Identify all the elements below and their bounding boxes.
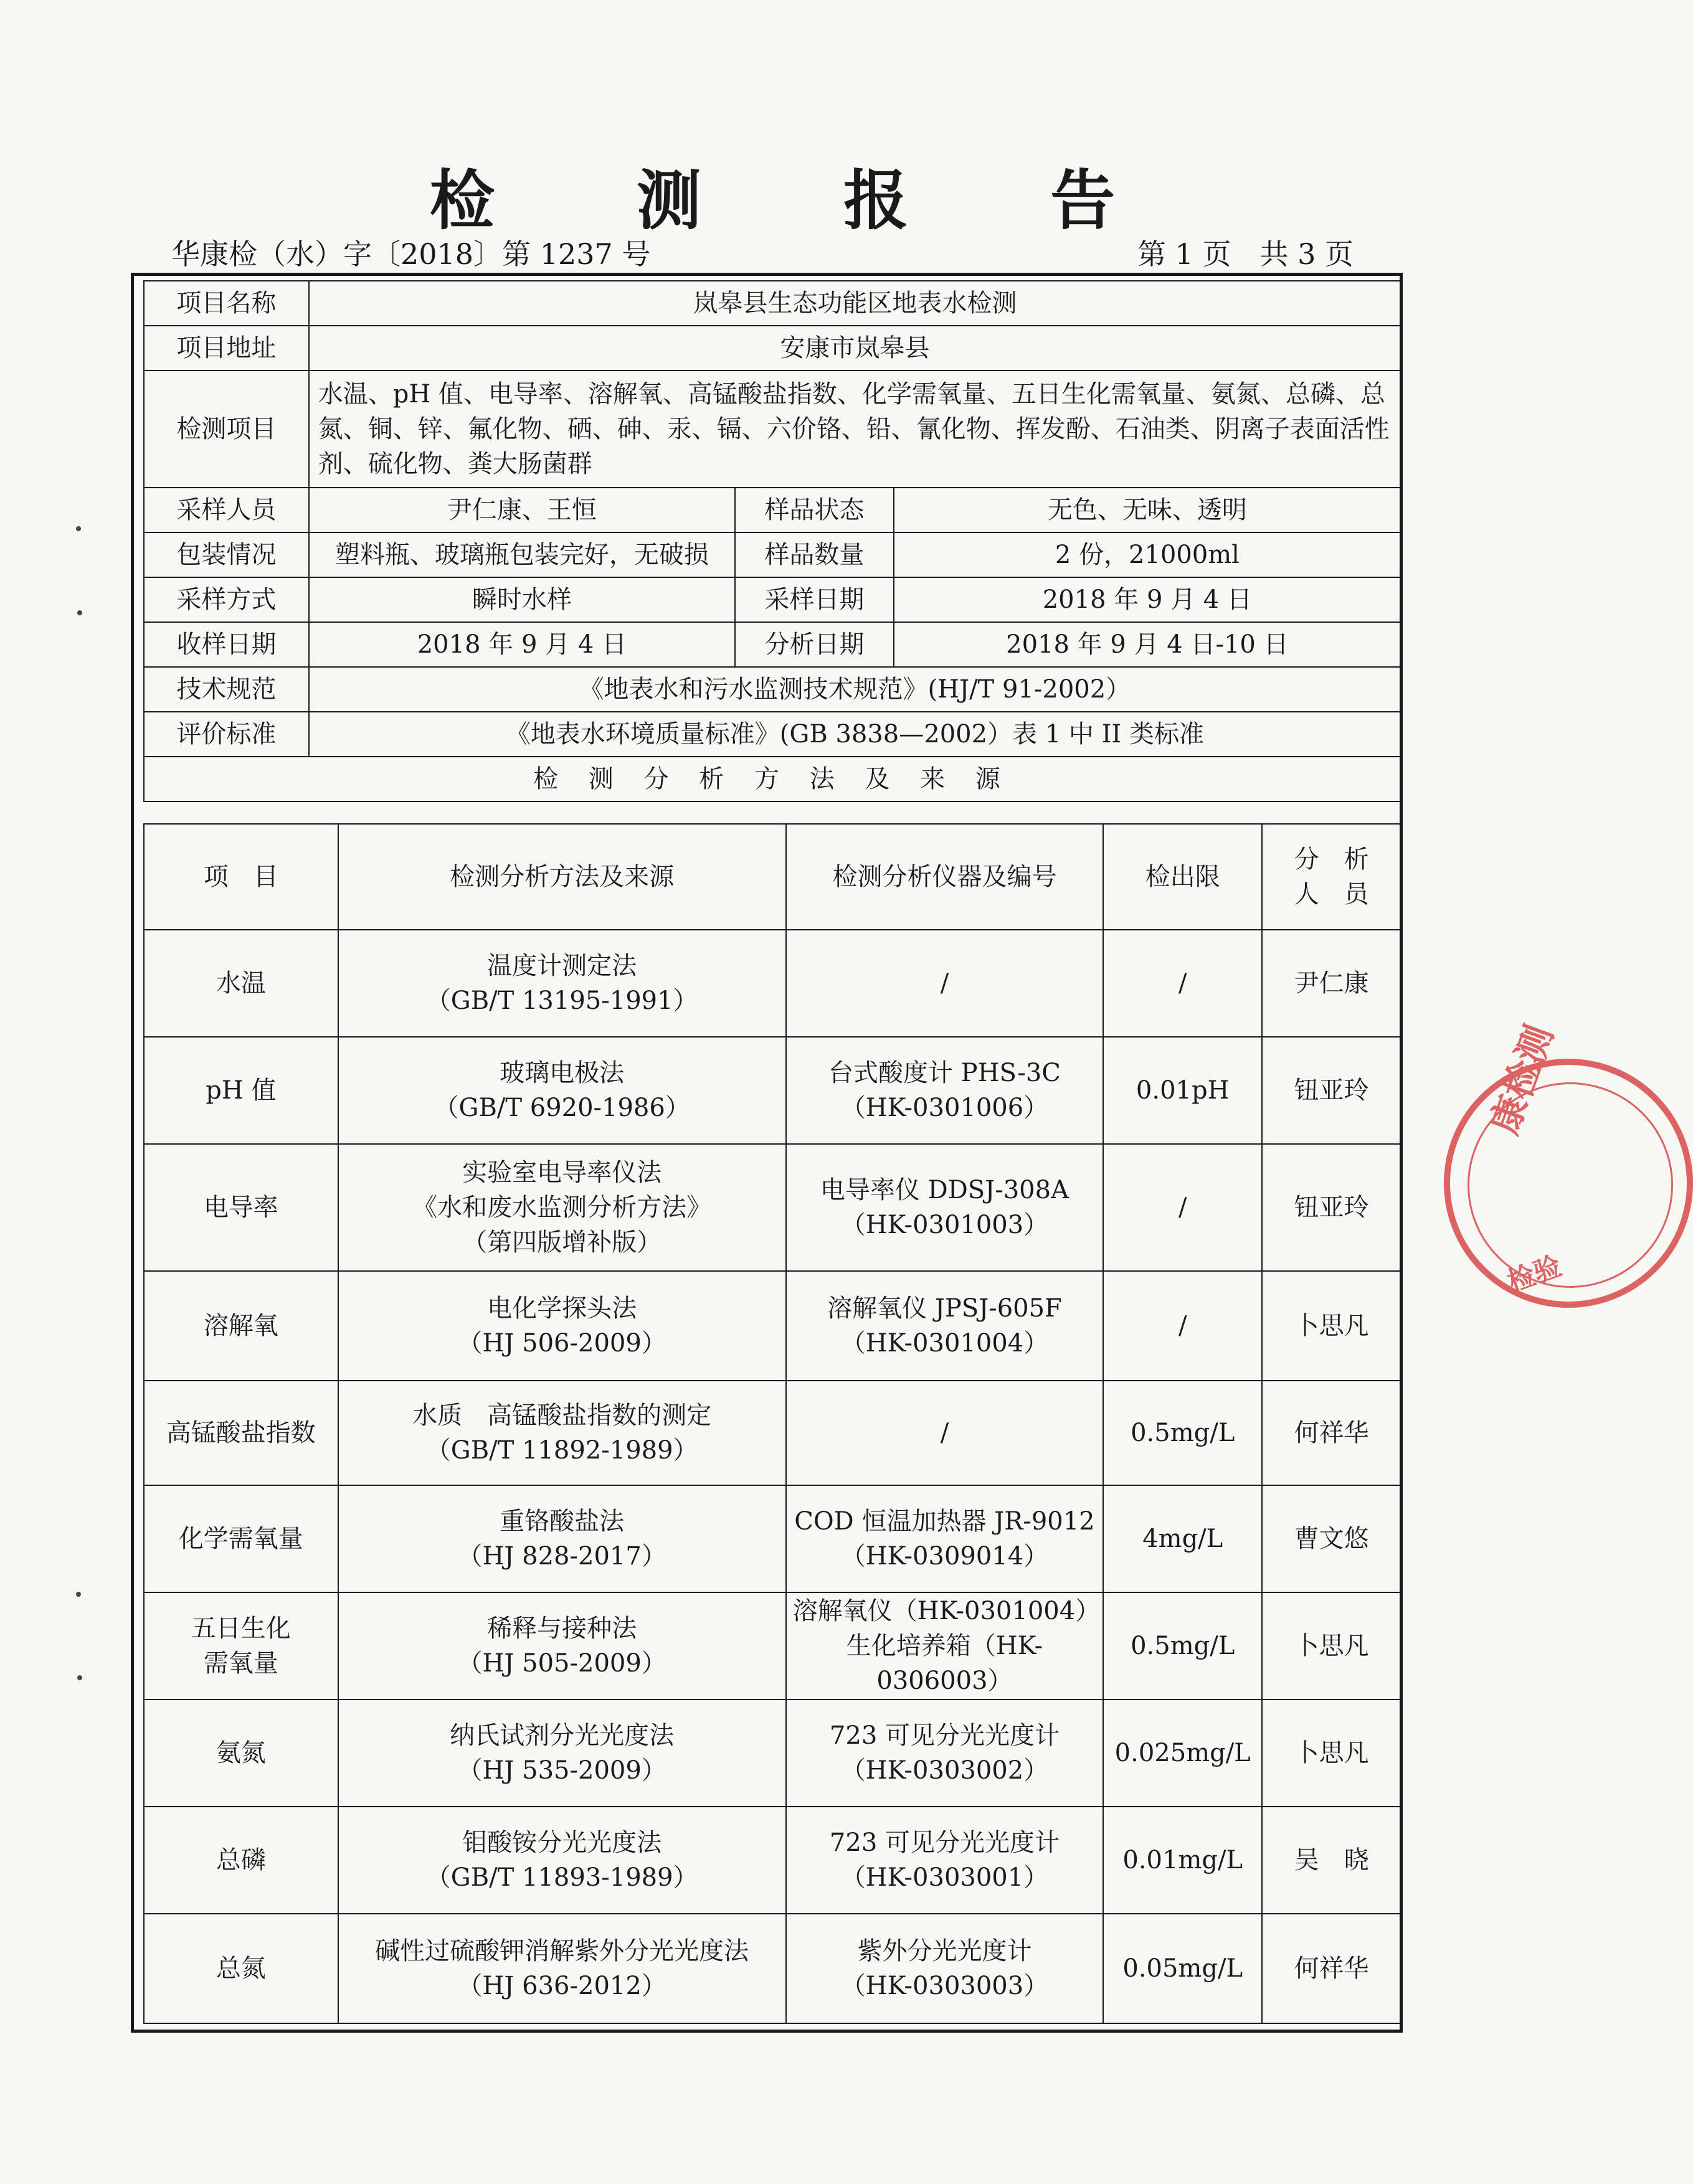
item-cell-line: 化学需氧量	[178, 1525, 303, 1553]
item-cell	[144, 1037, 338, 1144]
scan-speck	[77, 610, 82, 615]
header-analyst-line: 分 析	[1294, 845, 1369, 874]
limit-cell: /	[1103, 1271, 1262, 1381]
limit-cell: 0.01mg/L	[1103, 1807, 1262, 1914]
instrument-cell	[786, 1699, 1104, 1807]
scan-speck	[77, 1675, 82, 1680]
instrument-cell	[786, 1271, 1104, 1381]
seal-text: 康检测	[1482, 1019, 1562, 1140]
analyst-cell: 钮亚玲	[1262, 1144, 1401, 1271]
method-cell	[338, 1485, 786, 1592]
tech-spec-value: 《地表水和污水监测技术规范》(HJ/T 91-2002）	[309, 667, 1401, 712]
header-item: 项 目	[144, 824, 338, 930]
method-cell-line: （HJ 828-2017）	[457, 1542, 666, 1571]
analyst-cell: 卜思凡	[1262, 1271, 1401, 1381]
item-cell	[144, 1914, 338, 2023]
sampling-date-label: 采样日期	[735, 577, 894, 622]
method-cell	[338, 930, 786, 1037]
method-cell-line: （GB/T 11893-1989）	[425, 1863, 698, 1892]
method-cell	[338, 1271, 786, 1381]
item-cell-line: 需氧量	[203, 1649, 278, 1678]
method-cell	[338, 1381, 786, 1485]
limit-cell: 0.5mg/L	[1103, 1381, 1262, 1485]
instrument-cell	[786, 1807, 1104, 1914]
methods-section-title: 检 测 分 析 方 法 及 来 源	[144, 757, 1401, 801]
table-row	[144, 622, 1401, 667]
table-row	[144, 577, 1401, 622]
receive-date-label: 收样日期	[144, 622, 309, 667]
table-row	[144, 667, 1401, 712]
instrument-cell	[786, 1914, 1104, 2023]
methods-header-row	[144, 824, 1401, 930]
instrument-cell-line: 电导率仪 DDSJ-308A	[820, 1176, 1069, 1204]
instrument-cell-line: /	[940, 1419, 949, 1447]
table-row	[144, 1144, 1401, 1271]
method-cell-line: （GB/T 13195-1991）	[425, 986, 698, 1015]
analysis-date-value: 2018 年 9 月 4 日-10 日	[894, 622, 1401, 667]
analyst-cell: 尹仁康	[1262, 930, 1401, 1037]
table-row	[144, 532, 1401, 577]
instrument-cell-line: COD 恒温加热器 JR-9012	[794, 1507, 1095, 1536]
instrument-cell-line: 生化培养箱（HK-0306003）	[846, 1632, 1043, 1695]
table-row	[144, 1699, 1401, 1807]
method-cell-line: 温度计测定法	[487, 952, 637, 980]
scan-speck	[76, 1592, 81, 1597]
table-row	[144, 371, 1401, 488]
report-title: 检 测 报 告	[429, 162, 1175, 239]
table-row	[144, 1592, 1401, 1699]
item-cell-line: 氨氮	[216, 1739, 266, 1767]
document-number: 华康检（水）字〔2018〕第 1237 号	[171, 237, 651, 271]
method-cell-line: 电化学探头法	[487, 1294, 637, 1323]
instrument-cell-line: /	[940, 969, 949, 998]
item-cell	[144, 1381, 338, 1485]
official-seal	[1444, 1019, 1693, 1308]
sampling-date-value: 2018 年 9 月 4 日	[894, 577, 1401, 622]
table-row	[144, 1381, 1401, 1485]
item-cell	[144, 1592, 338, 1699]
item-cell	[144, 930, 338, 1037]
method-cell-line: 实验室电导率仪法	[462, 1158, 662, 1187]
project-name-value: 岚皋县生态功能区地表水检测	[309, 281, 1401, 326]
table-row	[144, 1807, 1401, 1914]
table-row	[144, 488, 1401, 532]
method-cell-line: 钼酸铵分光光度法	[462, 1828, 662, 1857]
table-row	[144, 757, 1401, 801]
analyst-cell: 钮亚玲	[1262, 1037, 1401, 1144]
packing-label: 包装情况	[144, 532, 309, 577]
instrument-cell-line: （HK-0303001）	[840, 1863, 1049, 1892]
instrument-cell	[786, 1592, 1104, 1699]
items-value: 水温、pH 值、电导率、溶解氧、高锰酸盐指数、化学需氧量、五日生化需氧量、氨氮、总磷、总氮、铜、锌、氟化物、硒、砷、汞、镉、六价铬、铅、氰化物、挥发酚、石油类、阴离子表面活性剂、硫化物、粪大肠菌群	[309, 371, 1401, 488]
eval-std-value: 《地表水环境质量标准》(GB 3838—2002）表 1 中 II 类标准	[309, 712, 1401, 757]
instrument-cell-line: （HK-0301006）	[840, 1094, 1049, 1122]
method-cell	[338, 1807, 786, 1914]
analyst-cell: 卜思凡	[1262, 1699, 1401, 1807]
project-addr-label: 项目地址	[144, 326, 309, 371]
table-row	[144, 712, 1401, 757]
instrument-cell-line: （HK-0301004）	[840, 1329, 1049, 1358]
instrument-cell	[786, 930, 1104, 1037]
table-row	[144, 930, 1401, 1037]
table-row	[144, 1914, 1401, 2023]
method-cell	[338, 1144, 786, 1271]
analyst-cell: 何祥华	[1262, 1914, 1401, 2023]
limit-cell: 0.025mg/L	[1103, 1699, 1262, 1807]
limit-cell: /	[1103, 1144, 1262, 1271]
item-cell-line: 电导率	[203, 1193, 278, 1222]
header-instrument: 检测分析仪器及编号	[786, 824, 1104, 930]
header-limit: 检出限	[1103, 824, 1262, 930]
method-cell-line: 稀释与接种法	[487, 1614, 637, 1643]
packing-value: 塑料瓶、玻璃瓶包装完好，无破损	[309, 532, 735, 577]
project-name-label: 项目名称	[144, 281, 309, 326]
methods-body	[144, 930, 1401, 2023]
method-cell-line: （GB/T 6920-1986）	[434, 1094, 690, 1122]
limit-cell: 4mg/L	[1103, 1485, 1262, 1592]
method-cell-line: 纳氏试剂分光光度法	[450, 1721, 675, 1750]
instrument-cell-line: （HK-0303002）	[840, 1756, 1049, 1785]
table-row	[144, 326, 1401, 371]
sampler-label: 采样人员	[144, 488, 309, 532]
method-cell-line: （HJ 636-2012）	[457, 1972, 666, 2000]
item-cell-line: 高锰酸盐指数	[166, 1419, 316, 1447]
limit-cell: 0.5mg/L	[1103, 1592, 1262, 1699]
instrument-cell	[786, 1037, 1104, 1144]
header-method: 检测分析方法及来源	[338, 824, 786, 930]
item-cell-line: pH 值	[206, 1076, 277, 1105]
page-number: 第 1 页 共 3 页	[1137, 237, 1354, 271]
instrument-cell-line: 溶解氧仪（HK-0301004）	[792, 1597, 1101, 1625]
analyst-cell: 吴 晓	[1262, 1807, 1401, 1914]
limit-cell: 0.01pH	[1103, 1037, 1262, 1144]
instrument-cell	[786, 1381, 1104, 1485]
header-analyst-line: 人 员	[1294, 880, 1369, 909]
method-cell	[338, 1037, 786, 1144]
instrument-cell-line: 723 可见分光光度计	[829, 1828, 1060, 1857]
item-cell	[144, 1485, 338, 1592]
method-cell-line: （HJ 506-2009）	[457, 1329, 666, 1358]
limit-cell: 0.05mg/L	[1103, 1914, 1262, 2023]
instrument-cell-line: （HK-0303003）	[840, 1972, 1049, 2000]
method-cell-line: 碱性过硫酸钾消解紫外分光光度法	[375, 1937, 749, 1965]
instrument-cell-line: 溶解氧仪 JPSJ-605F	[827, 1294, 1062, 1323]
items-label: 检测项目	[144, 371, 309, 488]
instrument-cell-line: （HK-0301003）	[840, 1211, 1049, 1239]
analysis-date-label: 分析日期	[735, 622, 894, 667]
item-cell-line: 总氮	[216, 1954, 266, 1983]
sample-qty-label: 样品数量	[735, 532, 894, 577]
sample-state-label: 样品状态	[735, 488, 894, 532]
method-cell	[338, 1592, 786, 1699]
table-row	[144, 281, 1401, 326]
item-cell-line: 总磷	[216, 1846, 266, 1874]
table-row	[144, 1037, 1401, 1144]
limit-cell: /	[1103, 930, 1262, 1037]
instrument-cell-line: 723 可见分光光度计	[829, 1721, 1060, 1750]
method-cell-line: 重铬酸盐法	[500, 1507, 625, 1536]
item-cell-line: 水温	[216, 969, 266, 998]
table-row	[144, 1485, 1401, 1592]
instrument-cell-line: 台式酸度计 PHS-3C	[828, 1059, 1061, 1087]
item-cell	[144, 1144, 338, 1271]
sampling-method-value: 瞬时水样	[309, 577, 735, 622]
method-cell	[338, 1914, 786, 2023]
methods-table	[143, 823, 1401, 2024]
seal-text-bottom: 检验	[1503, 1250, 1566, 1299]
analyst-cell: 曹文悠	[1262, 1485, 1401, 1592]
sample-state-value: 无色、无味、透明	[894, 488, 1401, 532]
method-cell	[338, 1699, 786, 1807]
tech-spec-label: 技术规范	[144, 667, 309, 712]
scan-speck	[76, 526, 81, 531]
sample-qty-value: 2 份，21000ml	[894, 532, 1401, 577]
method-cell-line: （HJ 535-2009）	[457, 1756, 666, 1785]
eval-std-label: 评价标准	[144, 712, 309, 757]
item-cell	[144, 1699, 338, 1807]
item-cell	[144, 1271, 338, 1381]
item-cell-line: 溶解氧	[203, 1312, 278, 1340]
table-row	[144, 1271, 1401, 1381]
instrument-cell	[786, 1144, 1104, 1271]
receive-date-value: 2018 年 9 月 4 日	[309, 622, 735, 667]
item-cell	[144, 1807, 338, 1914]
header-analyst	[1262, 824, 1401, 930]
method-cell-line: （HJ 505-2009）	[457, 1649, 666, 1678]
info-table	[143, 280, 1401, 802]
project-addr-value: 安康市岚皋县	[309, 326, 1401, 371]
sampler-value: 尹仁康、王恒	[309, 488, 735, 532]
instrument-cell-line: （HK-0309014）	[840, 1542, 1049, 1571]
instrument-cell	[786, 1485, 1104, 1592]
sampling-method-label: 采样方式	[144, 577, 309, 622]
method-cell-line: （GB/T 11892-1989）	[425, 1436, 698, 1465]
item-cell-line: 五日生化	[191, 1614, 291, 1643]
method-cell-line: 玻璃电极法	[500, 1059, 625, 1087]
method-cell-line: 《水和废水监测分析方法》	[412, 1193, 712, 1222]
instrument-cell-line: 紫外分光光度计	[857, 1937, 1032, 1965]
analyst-cell: 何祥华	[1262, 1381, 1401, 1485]
method-cell-line: 水质 高锰酸盐指数的测定	[412, 1401, 712, 1430]
analyst-cell: 卜思凡	[1262, 1592, 1401, 1699]
method-cell-line: （第四版增补版）	[462, 1228, 662, 1257]
